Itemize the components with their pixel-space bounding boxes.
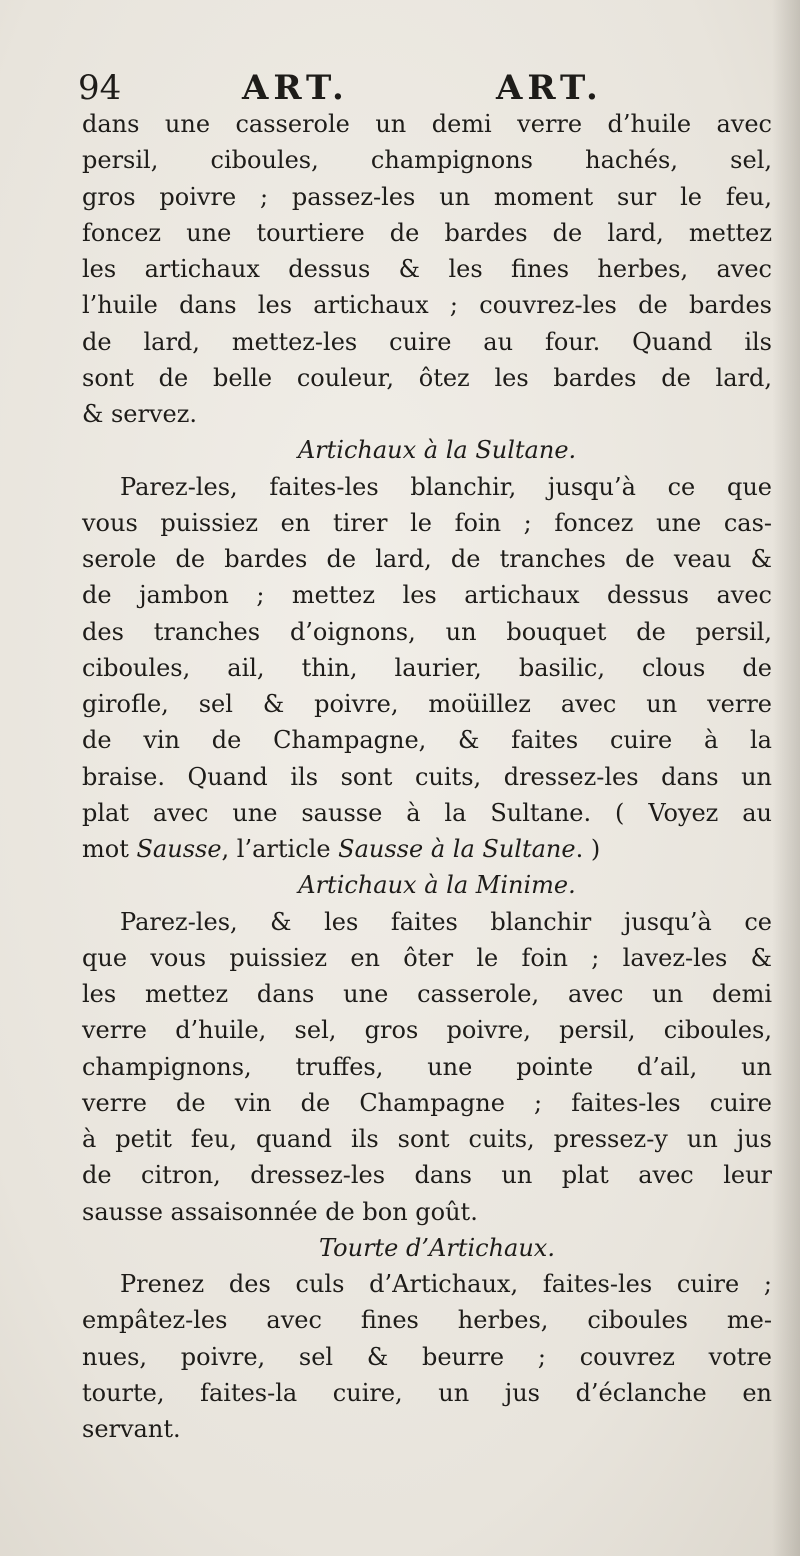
text-line: de lard, mettez-les cuire au four. Quand ils [82, 327, 772, 356]
ref-word: Sausse [136, 835, 222, 863]
ref-prefix: mot [82, 835, 137, 863]
cross-reference-line [82, 831, 772, 867]
text-line: l’huile dans les artichaux ; couvrez-les de bardes [82, 291, 772, 320]
text-line: sont de belle couleur, ôtez les bardes de lard, [82, 363, 772, 392]
running-head-right: ART. [496, 68, 603, 108]
ref-suffix: . ) [575, 835, 601, 863]
text-line: les artichaux dessus & les fines herbes, avec [82, 255, 772, 283]
text-line: servant. [82, 1415, 181, 1443]
text-line: nues, poivre, sel & beurre ; couvrez votre [82, 1342, 772, 1371]
text-line: vous puissiez en tirer le foin ; foncez une cas- [82, 508, 772, 537]
text-line: de jambon ; mettez les artichaux dessus avec [82, 581, 772, 610]
section-heading-sultane: Artichaux à la Sultane. [297, 436, 577, 465]
page-header [78, 66, 778, 110]
text-line: verre d’huile, sel, gros poivre, persil, ciboules, [82, 1016, 772, 1045]
running-head-left: ART. [242, 68, 349, 108]
text-line: & servez. [82, 400, 198, 428]
text-line: girofle, sel & poivre, moüillez avec un verre [82, 690, 772, 718]
text-line: gros poivre ; passez-les un moment sur le feu, [82, 182, 772, 211]
text-line: champignons, truffes, une pointe d’ail, un [82, 1052, 772, 1081]
text-line: tourte, faites-la cuire, un jus d’éclanche en [82, 1378, 772, 1407]
text-line: verre de vin de Champagne ; faites-les cuire [82, 1088, 772, 1117]
text-line: que vous puissiez en ôter le foin ; lavez-les & [82, 943, 772, 972]
text-line: Parez-les, faites-les blanchir, jusqu’à ce que [120, 472, 772, 501]
page-edge-shadow [772, 0, 800, 1556]
text-line: serole de bardes de lard, de tranches de veau & [82, 545, 772, 573]
text-line: ciboules, ail, thin, laurier, basilic, clous de [82, 653, 772, 682]
text-line: plat avec une sausse à la Sultane. ( Voyez au [82, 798, 772, 827]
text-line: de citron, dressez-les dans un plat avec leur [82, 1161, 772, 1190]
text-line: persil, ciboules, champignons hachés, sel, [82, 146, 772, 175]
body-text [82, 106, 772, 1447]
text-line: à petit feu, quand ils sont cuits, pressez-y un jus [82, 1125, 772, 1153]
page-number: 94 [78, 68, 122, 108]
text-line: des tranches d’oignons, un bouquet de persil, [82, 617, 772, 646]
text-line: sausse assaisonnée de bon goût. [82, 1197, 478, 1226]
text-line: braise. Quand ils sont cuits, dressez-les dans un [82, 762, 772, 791]
text-line: les mettez dans une casserole, avec un demi [82, 980, 772, 1008]
text-line: foncez une tourtiere de bardes de lard, mettez [82, 218, 772, 247]
ref-article: Sausse à la Sultane [338, 835, 576, 863]
ref-middle: , l’article [221, 835, 339, 863]
text-line: de vin de Champagne, & faites cuire à la [82, 726, 772, 755]
section-heading-tourte: Tourte d’Artichaux. [319, 1233, 555, 1262]
text-line: Parez-les, & les faites blanchir jusqu’à ce [120, 907, 772, 936]
text-line: empâtez-les avec fines herbes, ciboules me- [82, 1306, 772, 1335]
section-heading-minime: Artichaux à la Minime. [298, 871, 576, 900]
text-line: Prenez des culs d’Artichaux, faites-les cuire ; [120, 1270, 772, 1298]
text-line: dans une casserole un demi verre d’huile avec [82, 110, 772, 138]
